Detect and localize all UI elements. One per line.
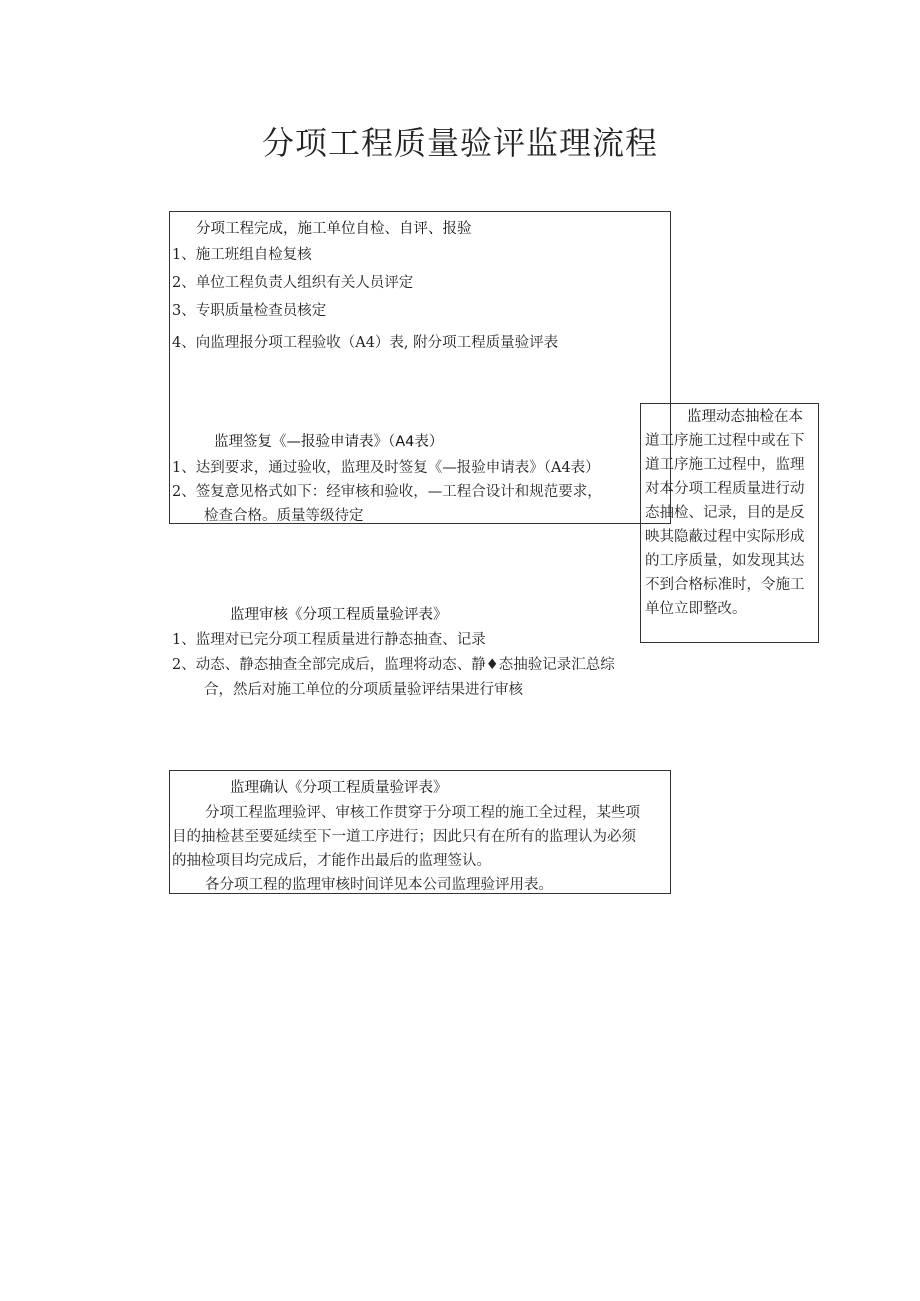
section4-line-4: 各分项工程的监理审核时间详见本公司监理验评用表。 — [205, 877, 553, 893]
section1-item-4: 4、向监理报分项工程验收（A4）表, 附分项工程质量验评表 — [172, 335, 559, 351]
section3-item-1: 1、监理对已完分项工程质量进行静态抽查、记录 — [172, 632, 486, 648]
section3-item-3: 合，然后对施工单位的分项质量验评结果进行审核 — [204, 682, 523, 698]
section4-heading: 监理确认《分项工程质量验评表》 — [230, 780, 448, 796]
section2-item-2: 2、签复意见格式如下：经审核和验收，—工程合设计和规范要求， — [172, 484, 602, 500]
section4-line-1: 分项工程监理验评、审核工作贯穿于分项工程的施工全过程，某些项 — [205, 805, 640, 821]
page-title: 分项工程质量验评监理流程 — [261, 124, 658, 162]
section3-heading: 监理审核《分项工程质量验评表》 — [230, 607, 448, 623]
section1-item-2: 2、单位工程负责人组织有关人员评定 — [172, 275, 414, 291]
sidebar-heading: 监理动态抽检 — [687, 409, 774, 425]
section4-line-2: 目的抽检甚至要延续至下一道工序进行；因此只有在所有的监理认为必须 — [172, 829, 636, 845]
section1-heading: 分项工程完成，施工单位自检、自评、报验 — [196, 221, 472, 237]
section2-item-3: 检查合格。质量等级待定 — [204, 508, 364, 524]
sidebar-text — [645, 405, 817, 621]
sidebar-body: 在本道工序施工过程中或在下道工序施工过程中，监理对本分项工程质量进行动态抽检、记录，目的是反映其隐蔽过程中实际形成的工序质量，如发现其达不到合格标准时，令施工单位立即整改。 — [645, 409, 805, 617]
section2-item-1: 1、达到要求，通过验收，监理及时签复《—报验申请表》（A4表） — [172, 460, 600, 476]
section3-item-2: 2、动态、静态抽查全部完成后，监理将动态、静♦态抽验记录汇总综 — [172, 657, 615, 673]
section2-heading: 监理签复《—报验申请表》（A4表） — [214, 434, 444, 450]
section1-item-1: 1、施工班组自检复核 — [172, 247, 312, 263]
section4-line-3: 的抽检项目均完成后，才能作出最后的监理签认。 — [172, 853, 491, 869]
section1-item-3: 3、专职质量检查员核定 — [172, 303, 327, 319]
